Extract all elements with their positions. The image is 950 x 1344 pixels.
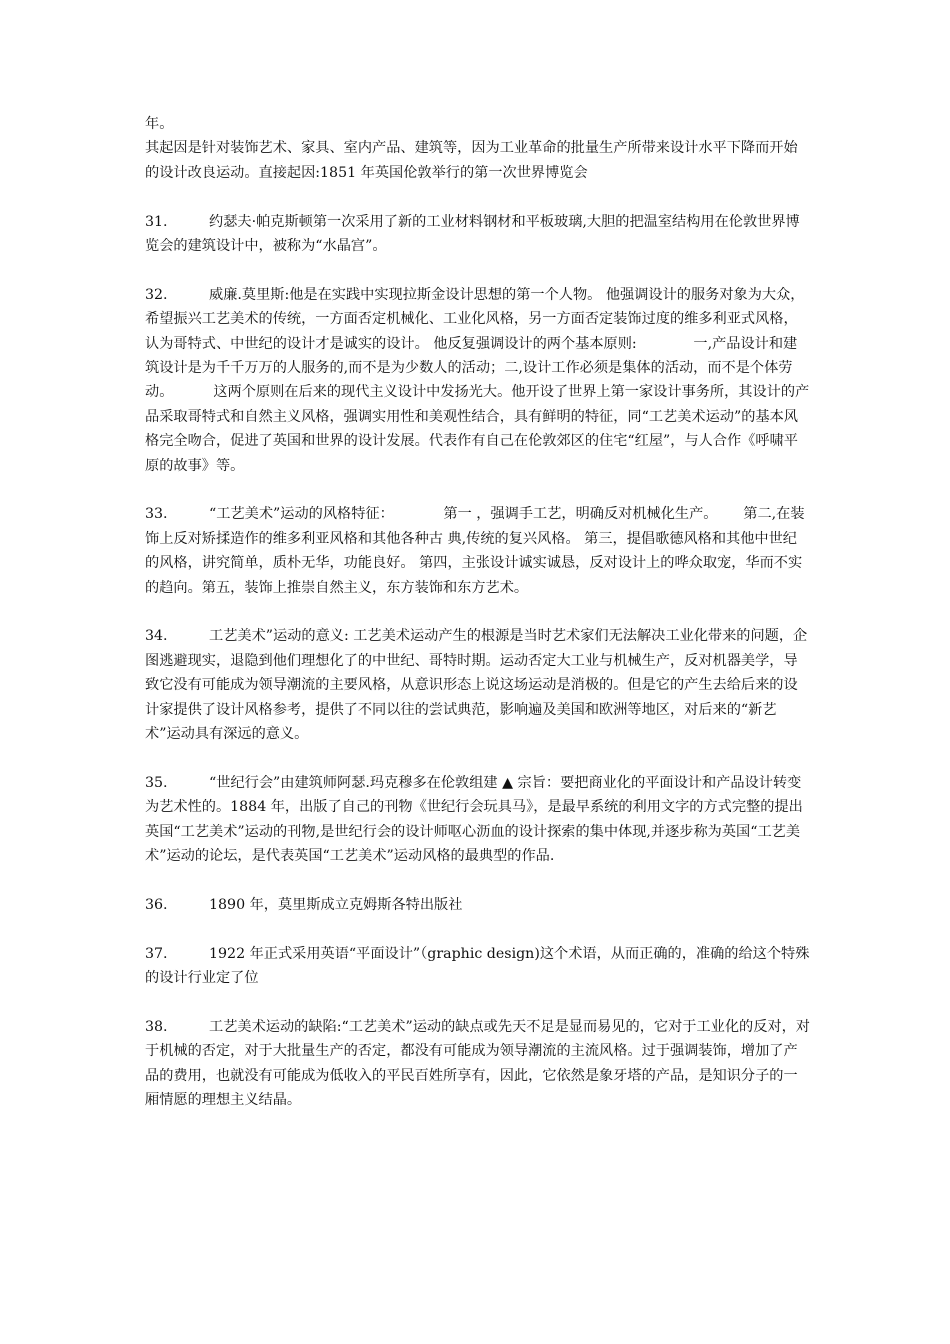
item-number: 33. [145,506,168,523]
item-number: 36. [145,896,168,913]
paragraph-33: 33. “工艺美术”运动的风格特征： 第一 ，强调手工艺，明确反对机械化生产。 第二,在装饰上反对矫揉造作的维多利亚风格和其他各种古 典,传统的复兴风格。 第三，提倡歌德风格和其他中世纪的风格，讲究简单，质朴无华，功能良好。 第四，主张设计诚实诚恳，反对设计上的哗众取宠，华而不实的趋向。第五，装饰上推崇自然主义，东方装饰和东方艺术。 [145,502,810,600]
item-number: 32. [145,286,168,303]
paragraph-35: 35. “世纪行会”由建筑师阿瑟.玛克穆多在伦敦组建 ▲ 宗旨：要把商业化的平面设计和产品设计转变为艺术性的。1884 年，出版了自己的刊物《世纪行会玩具马》，是最早系统的利用文字的方式完整的提出英国“工艺美术”运动的刊物,是世纪行会的设计师呕心沥血的设计探索的集中体现,并逐步称为英国“工艺美术”运动的论坛，是代表英国“工艺美术”运动风格的最典型的作品. [145,771,810,869]
document-body [145,112,810,1137]
item-number: 38. [145,1018,168,1035]
paragraph-36: 36. 1890 年，莫里斯成立克姆斯各特出版社 [145,893,810,917]
paragraph-origin: 其起因是针对装饰艺术、家具、室内产品、建筑等，因为工业革命的批量生产所带来设计水平下降而开始的设计改良运动。直接起因:1851 年英国伦敦举行的第一次世界博览会 [145,140,798,181]
paragraph-continued: 年。 [145,116,174,132]
paragraph-31: 31. 约瑟夫·帕克斯顿第一次采用了新的工业材料钢材和平板玻璃,大胆的把温室结构用在伦敦世界博览会的建筑设计中，被称为“水晶宫”。 [145,210,810,259]
paragraph-32: 32. 威廉.莫里斯:他是在实践中实现拉斯金设计思想的第一个人物。 他强调设计的服务对象为大众，希望振兴工艺美术的传统，一方面否定机械化、工业化风格，另一方面否定装饰过度的维多利亚式风格，认为哥特式、中世纪的设计才是诚实的设计。 他反复强调设计的两个基本原则: 一,产品设计和建筑设计是为千千万万的人服务的,而不是为少数人的活动；二,设计工作必须是集体的活动，而不是个体劳动。 这两个原则在后来的现代主义设计中发扬光大。他开设了世界上第一家设计事务所，其设计的产品采取哥特式和自然主义风格，强调实用性和美观性结合，具有鲜明的特征，同“工艺美术运动”的基本风格完全吻合，促进了英国和世界的设计发展。代表作有自己在伦敦郊区的住宅“红屋”，与人合作《呼啸平原的故事》等。 [145,283,810,478]
paragraph-38: 38. 工艺美术运动的缺陷:“工艺美术”运动的缺点或先天不足是显而易见的，它对于工业化的反对，对于机械的否定，对于大批量生产的否定，都没有可能成为领导潮流的主流风格。过于强调装饰，增加了产品的费用，也就没有可能成为低收入的平民百姓所享有，因此，它依然是象牙塔的产品，是知识分子的一厢情愿的理想主义结晶。 [145,1015,810,1113]
paragraph-34: 34. 工艺美术”运动的意义: 工艺美术运动产生的根源是当时艺术家们无法解决工业化带来的问题，企图逃避现实，退隐到他们理想化了的中世纪、哥特时期。运动否定大工业与机械生产，反对机器美学，导致它没有可能成为领导潮流的主要风格，从意识形态上说这场运动是消极的。但是它的产生去给后来的设计家提供了设计风格参考，提供了不同以往的尝试典范，影响遍及美国和欧洲等地区，对后来的“新艺术”运动具有深远的意义。 [145,624,810,746]
item-number: 34. [145,628,168,645]
item-number: 37. [145,945,168,962]
item-number: 31. [145,213,168,230]
paragraph-37: 37. 1922 年正式采用英语“平面设计”（graphic design)这个术语，从而正确的，准确的给这个特殊的设计行业定了位 [145,942,810,991]
item-number: 35. [145,774,168,791]
